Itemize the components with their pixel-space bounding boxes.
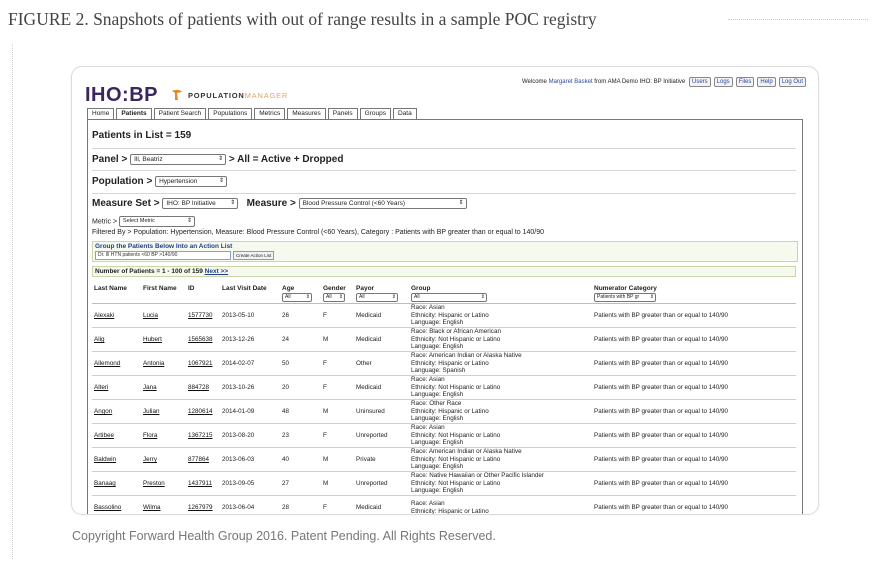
tab-groups[interactable]: Groups <box>360 108 391 119</box>
ethnicity-text: Ethnicity: Not Hispanic or Latino <box>411 479 501 487</box>
col-gender[interactable] <box>321 284 354 304</box>
gender-cell: F <box>321 496 354 516</box>
numerator-cell: Patients with BP greater than or equal to 140/90 <box>592 496 796 516</box>
copyright-notice: Copyright Forward Health Group 2016. Patent Pending. All Rights Reserved. <box>72 529 496 543</box>
panel-suffix: > All = Active + Dropped <box>228 154 344 166</box>
age-cell: 23 <box>280 424 321 448</box>
language-text: Language: English <box>411 463 464 471</box>
table-row[interactable] <box>92 496 796 516</box>
patient-id-cell[interactable]: 877864 <box>186 448 220 472</box>
chevron-down-icon: ⇕ <box>218 156 224 162</box>
first-name-cell[interactable]: Lucia <box>141 304 186 328</box>
age-cell: 27 <box>280 472 321 496</box>
first-name-cell[interactable]: Flora <box>141 424 186 448</box>
age-cell: 28 <box>280 496 321 516</box>
gender-cell: F <box>321 304 354 328</box>
last-name-cell[interactable]: Alexaki <box>92 304 141 328</box>
payor-filter-select[interactable] <box>356 293 398 302</box>
tab-patient-search[interactable]: Patient Search <box>154 108 207 119</box>
race-text: Race: Asian <box>411 376 445 384</box>
col-last-visit[interactable] <box>220 284 280 304</box>
files-button[interactable]: Files <box>736 77 755 87</box>
divider <box>92 148 796 149</box>
patient-id-cell[interactable]: 884728 <box>186 376 220 400</box>
patient-id-cell[interactable]: 1367215 <box>186 424 220 448</box>
ethnicity-text: Ethnicity: Hispanic or Latino <box>411 359 489 367</box>
table-row[interactable] <box>92 304 796 328</box>
left-divider <box>12 44 13 559</box>
first-name-cell[interactable]: Jana <box>141 376 186 400</box>
table-row[interactable] <box>92 328 796 352</box>
language-text: Language: English <box>411 391 464 399</box>
divider <box>92 170 796 171</box>
tab-measures[interactable]: Measures <box>287 108 326 119</box>
group-cell <box>409 376 592 400</box>
group-cell <box>409 304 592 328</box>
col-id[interactable] <box>186 284 220 304</box>
first-name-cell[interactable]: Antonia <box>141 352 186 376</box>
age-cell: 24 <box>280 328 321 352</box>
patient-count: Number of Patients = 1 - 100 of 159 <box>95 268 203 275</box>
patient-id-cell[interactable]: 1067921 <box>186 352 220 376</box>
ethnicity-text: Ethnicity: Hispanic or Latino <box>411 311 489 319</box>
numerator-cell: Patients with BP greater than or equal to 140/90 <box>592 400 796 424</box>
chevron-down-icon: ⇕ <box>338 294 343 300</box>
language-text: Language: Spanish <box>411 367 466 375</box>
panel-select-value: Ill, Beatriz <box>134 156 163 163</box>
ethnicity-text: Ethnicity: Not Hispanic or Latino <box>411 383 501 391</box>
race-text: Race: Black or African American <box>411 328 501 336</box>
col-numerator-label: Numerator Category <box>594 285 657 292</box>
divider <box>92 193 796 194</box>
top-button-bar <box>689 77 806 87</box>
group-cell <box>409 472 592 496</box>
age-cell: 50 <box>280 352 321 376</box>
race-text: Race: Asian <box>411 304 445 312</box>
table-row[interactable] <box>92 376 796 400</box>
col-last-name-label: Last Name <box>94 285 127 292</box>
measure-label: Measure > <box>246 198 296 210</box>
numerator-filter-value: Patients with BP gr <box>597 294 640 300</box>
age-filter-select[interactable] <box>282 293 312 302</box>
col-first-name[interactable] <box>141 284 186 304</box>
gender-cell: F <box>321 352 354 376</box>
numerator-cell: Patients with BP greater than or equal to 140/90 <box>592 376 796 400</box>
measure-set-select-value: IHO: BP Initiative <box>166 200 216 207</box>
col-group-label: Group <box>411 285 431 292</box>
payor-cell: Unreported <box>354 472 409 496</box>
numerator-cell: Patients with BP greater than or equal to 140/90 <box>592 304 796 328</box>
first-name-cell[interactable]: Preston <box>141 472 186 496</box>
metric-label: Metric > <box>92 218 118 226</box>
col-group[interactable] <box>409 284 592 304</box>
table-row[interactable] <box>92 472 796 496</box>
figure-title: FIGURE 2. Snapshots of patients with out of range results in a sample POC registry <box>8 9 597 29</box>
group-cell <box>409 448 592 472</box>
numerator-cell: Patients with BP greater than or equal to 140/90 <box>592 448 796 472</box>
payor-cell: Medicaid <box>354 328 409 352</box>
group-filter-value: All <box>414 294 420 300</box>
age-cell: 20 <box>280 376 321 400</box>
ethnicity-text: Ethnicity: Hispanic or Latino <box>411 407 489 415</box>
payor-cell: Medicaid <box>354 376 409 400</box>
last-name-cell[interactable]: Bassolino <box>92 496 141 516</box>
measure-row <box>92 198 467 209</box>
panel-select[interactable] <box>130 154 226 165</box>
last-name-cell[interactable]: Alteri <box>92 376 141 400</box>
age-cell: 40 <box>280 448 321 472</box>
measure-select[interactable] <box>299 198 467 209</box>
language-text: Language: English <box>411 487 464 495</box>
tab-home[interactable]: Home <box>87 108 114 119</box>
panel-label: Panel > <box>92 154 128 166</box>
measure-select-value: Blood Pressure Control (<60 Years) <box>302 200 406 207</box>
table-row[interactable] <box>92 352 796 376</box>
payor-cell: Unreported <box>354 424 409 448</box>
race-text: Race: Other Race <box>411 400 462 408</box>
col-id-label: ID <box>188 285 195 292</box>
tab-metrics[interactable]: Metrics <box>254 108 285 119</box>
numerator-cell: Patients with BP greater than or equal to 140/90 <box>592 424 796 448</box>
race-text: Race: Asian <box>411 424 445 432</box>
first-name-cell[interactable]: Jerry <box>141 448 186 472</box>
ethnicity-text: Ethnicity: Hispanic or Latino <box>411 507 489 515</box>
last-visit-cell: 2013-09-05 <box>220 472 280 496</box>
last-visit-cell: 2014-02-07 <box>220 352 280 376</box>
last-visit-cell: 2014-01-09 <box>220 400 280 424</box>
race-text: Race: Native Hawaiian or Other Pacific Islander <box>411 472 544 480</box>
chevron-down-icon: ⇕ <box>219 178 225 184</box>
welcome-message <box>522 79 685 85</box>
main-tabs <box>87 108 417 119</box>
last-name-cell[interactable]: Angon <box>92 400 141 424</box>
chevron-down-icon: ⇕ <box>187 218 193 224</box>
last-visit-cell: 2013-05-10 <box>220 304 280 328</box>
last-visit-cell: 2013-10-26 <box>220 376 280 400</box>
next-page-link[interactable]: Next >> <box>204 268 229 275</box>
brand-bold: POPULATION <box>188 91 245 100</box>
metric-select-value: Select Metric <box>123 218 155 224</box>
payor-cell: Other <box>354 352 409 376</box>
population-manager-logo-icon <box>170 88 184 102</box>
language-text: Language: English <box>411 343 464 351</box>
population-select[interactable] <box>155 176 227 187</box>
first-name-cell[interactable]: Wilma <box>141 496 186 516</box>
action-list-name-input[interactable]: Dr. Ill HTN patients <60 BP >140/90 <box>95 251 231 260</box>
group-filter-select[interactable] <box>411 293 487 302</box>
brand-light: MANAGER <box>244 91 289 100</box>
last-name-cell[interactable]: Artibee <box>92 424 141 448</box>
col-last-name[interactable] <box>92 284 141 304</box>
gender-cell: M <box>321 472 354 496</box>
tab-populations[interactable]: Populations <box>208 108 252 119</box>
col-gender-label: Gender <box>323 285 346 292</box>
patient-count-bar <box>92 266 796 277</box>
chevron-down-icon: ⇕ <box>305 294 310 300</box>
patient-id-cell[interactable]: 1437911 <box>186 472 220 496</box>
age-cell: 26 <box>280 304 321 328</box>
metric-select[interactable] <box>119 216 195 227</box>
payor-cell: Uninsured <box>354 400 409 424</box>
numerator-filter-select[interactable] <box>594 293 656 302</box>
screenshot-card <box>71 66 819 515</box>
users-button[interactable]: Users <box>689 77 711 87</box>
tab-panels[interactable]: Panels <box>328 108 358 119</box>
chevron-down-icon: ⇕ <box>480 294 485 300</box>
last-visit-cell: 2013-06-04 <box>220 496 280 516</box>
action-list-box <box>92 241 798 262</box>
first-name-cell[interactable]: Julian <box>141 400 186 424</box>
patient-id-cell[interactable]: 1577730 <box>186 304 220 328</box>
welcome-prefix: Welcome <box>522 79 547 85</box>
table-row[interactable] <box>92 400 796 424</box>
tab-data[interactable]: Data <box>393 108 417 119</box>
patients-table-body <box>92 304 796 516</box>
last-visit-cell: 2013-08-20 <box>220 424 280 448</box>
patient-id-cell[interactable]: 1565638 <box>186 328 220 352</box>
race-text: Race: American Indian or Alaska Native <box>411 352 522 360</box>
brand-name <box>188 91 288 100</box>
numerator-cell: Patients with BP greater than or equal to 140/90 <box>592 328 796 352</box>
last-visit-cell: 2013-06-03 <box>220 448 280 472</box>
col-payor-label: Payor <box>356 285 375 292</box>
user-name[interactable]: Margaret Basket <box>548 79 593 85</box>
chevron-down-icon: ⇕ <box>391 294 396 300</box>
numerator-cell: Patients with BP greater than or equal to 140/90 <box>592 472 796 496</box>
table-row[interactable] <box>92 424 796 448</box>
metric-row <box>92 216 195 227</box>
table-header-row <box>92 284 796 304</box>
logs-button[interactable]: Logs <box>714 77 733 87</box>
panel-row <box>92 154 343 165</box>
race-text: Race: Asian <box>411 500 445 507</box>
title-divider <box>728 19 868 20</box>
group-cell <box>409 496 592 516</box>
last-name-cell[interactable]: Banaag <box>92 472 141 496</box>
col-first-name-label: First Name <box>143 285 177 292</box>
first-name-cell[interactable]: Hubert <box>141 328 186 352</box>
patient-id-cell[interactable]: 1280614 <box>186 400 220 424</box>
language-text: Language: English <box>411 439 464 447</box>
population-select-value: Hypertension <box>159 178 198 185</box>
age-cell: 48 <box>280 400 321 424</box>
numerator-cell: Patients with BP greater than or equal to 140/90 <box>592 352 796 376</box>
col-age-label: Age <box>282 285 295 292</box>
patients-table <box>92 284 796 515</box>
gender-cell: F <box>321 376 354 400</box>
last-visit-cell: 2013-12-26 <box>220 328 280 352</box>
ethnicity-text: Ethnicity: Not Hispanic or Latino <box>411 431 501 439</box>
population-row <box>92 176 227 187</box>
payor-cell: Medicaid <box>354 304 409 328</box>
ethnicity-text: Ethnicity: Not Hispanic or Latino <box>411 455 501 463</box>
language-text: Language: English <box>411 319 464 327</box>
gender-cell: M <box>321 400 354 424</box>
payor-cell: Medicaid <box>354 496 409 516</box>
payor-cell: Private <box>354 448 409 472</box>
chevron-down-icon: ⇕ <box>649 294 654 300</box>
last-name-cell[interactable]: Baldwin <box>92 448 141 472</box>
patients-in-list: Patients in List = 159 <box>92 130 192 141</box>
payor-filter-value: All <box>359 294 365 300</box>
last-name-cell[interactable]: Allemond <box>92 352 141 376</box>
help-button[interactable]: Help <box>757 77 775 87</box>
gender-cell: F <box>321 424 354 448</box>
group-cell <box>409 424 592 448</box>
group-cell <box>409 352 592 376</box>
patient-id-cell[interactable]: 1267979 <box>186 496 220 516</box>
log-out-button[interactable]: Log Out <box>779 77 806 87</box>
action-list-title: Group the Patients Below Into an Action List <box>95 243 233 250</box>
create-action-list-button[interactable]: Create Action List <box>233 251 274 260</box>
col-last-visit-label: Last Visit Date <box>222 285 267 292</box>
filtered-by: Filtered By > Population: Hypertension, Measure: Blood Pressure Control (<60 Years), Category : Patients with BP greater than or equal to 140/90 <box>92 229 545 236</box>
population-label: Population > <box>92 176 153 188</box>
language-text: Language: English <box>411 415 464 423</box>
measure-set-label: Measure Set > <box>92 198 160 210</box>
app-logo: IHO:BP <box>85 84 158 106</box>
group-cell <box>409 328 592 352</box>
table-row[interactable] <box>92 448 796 472</box>
race-text: Race: American Indian or Alaska Native <box>411 448 522 456</box>
age-filter-value: All <box>285 294 291 300</box>
ethnicity-text: Ethnicity: Not Hispanic or Latino <box>411 335 501 343</box>
last-name-cell[interactable]: Alig <box>92 328 141 352</box>
welcome-suffix: from AMA Demo IHO: BP Initiative <box>594 79 686 85</box>
col-numerator[interactable] <box>592 284 796 304</box>
gender-cell: M <box>321 448 354 472</box>
patients-panel <box>87 119 803 515</box>
chevron-down-icon: ⇕ <box>458 200 464 206</box>
col-payor[interactable] <box>354 284 409 304</box>
gender-filter-select[interactable] <box>323 293 345 302</box>
gender-cell: M <box>321 328 354 352</box>
measure-set-select[interactable] <box>162 198 238 209</box>
group-cell <box>409 400 592 424</box>
chevron-down-icon: ⇕ <box>230 200 236 206</box>
gender-filter-value: All <box>326 294 332 300</box>
tab-patients[interactable]: Patients <box>116 108 151 119</box>
col-age[interactable] <box>280 284 321 304</box>
